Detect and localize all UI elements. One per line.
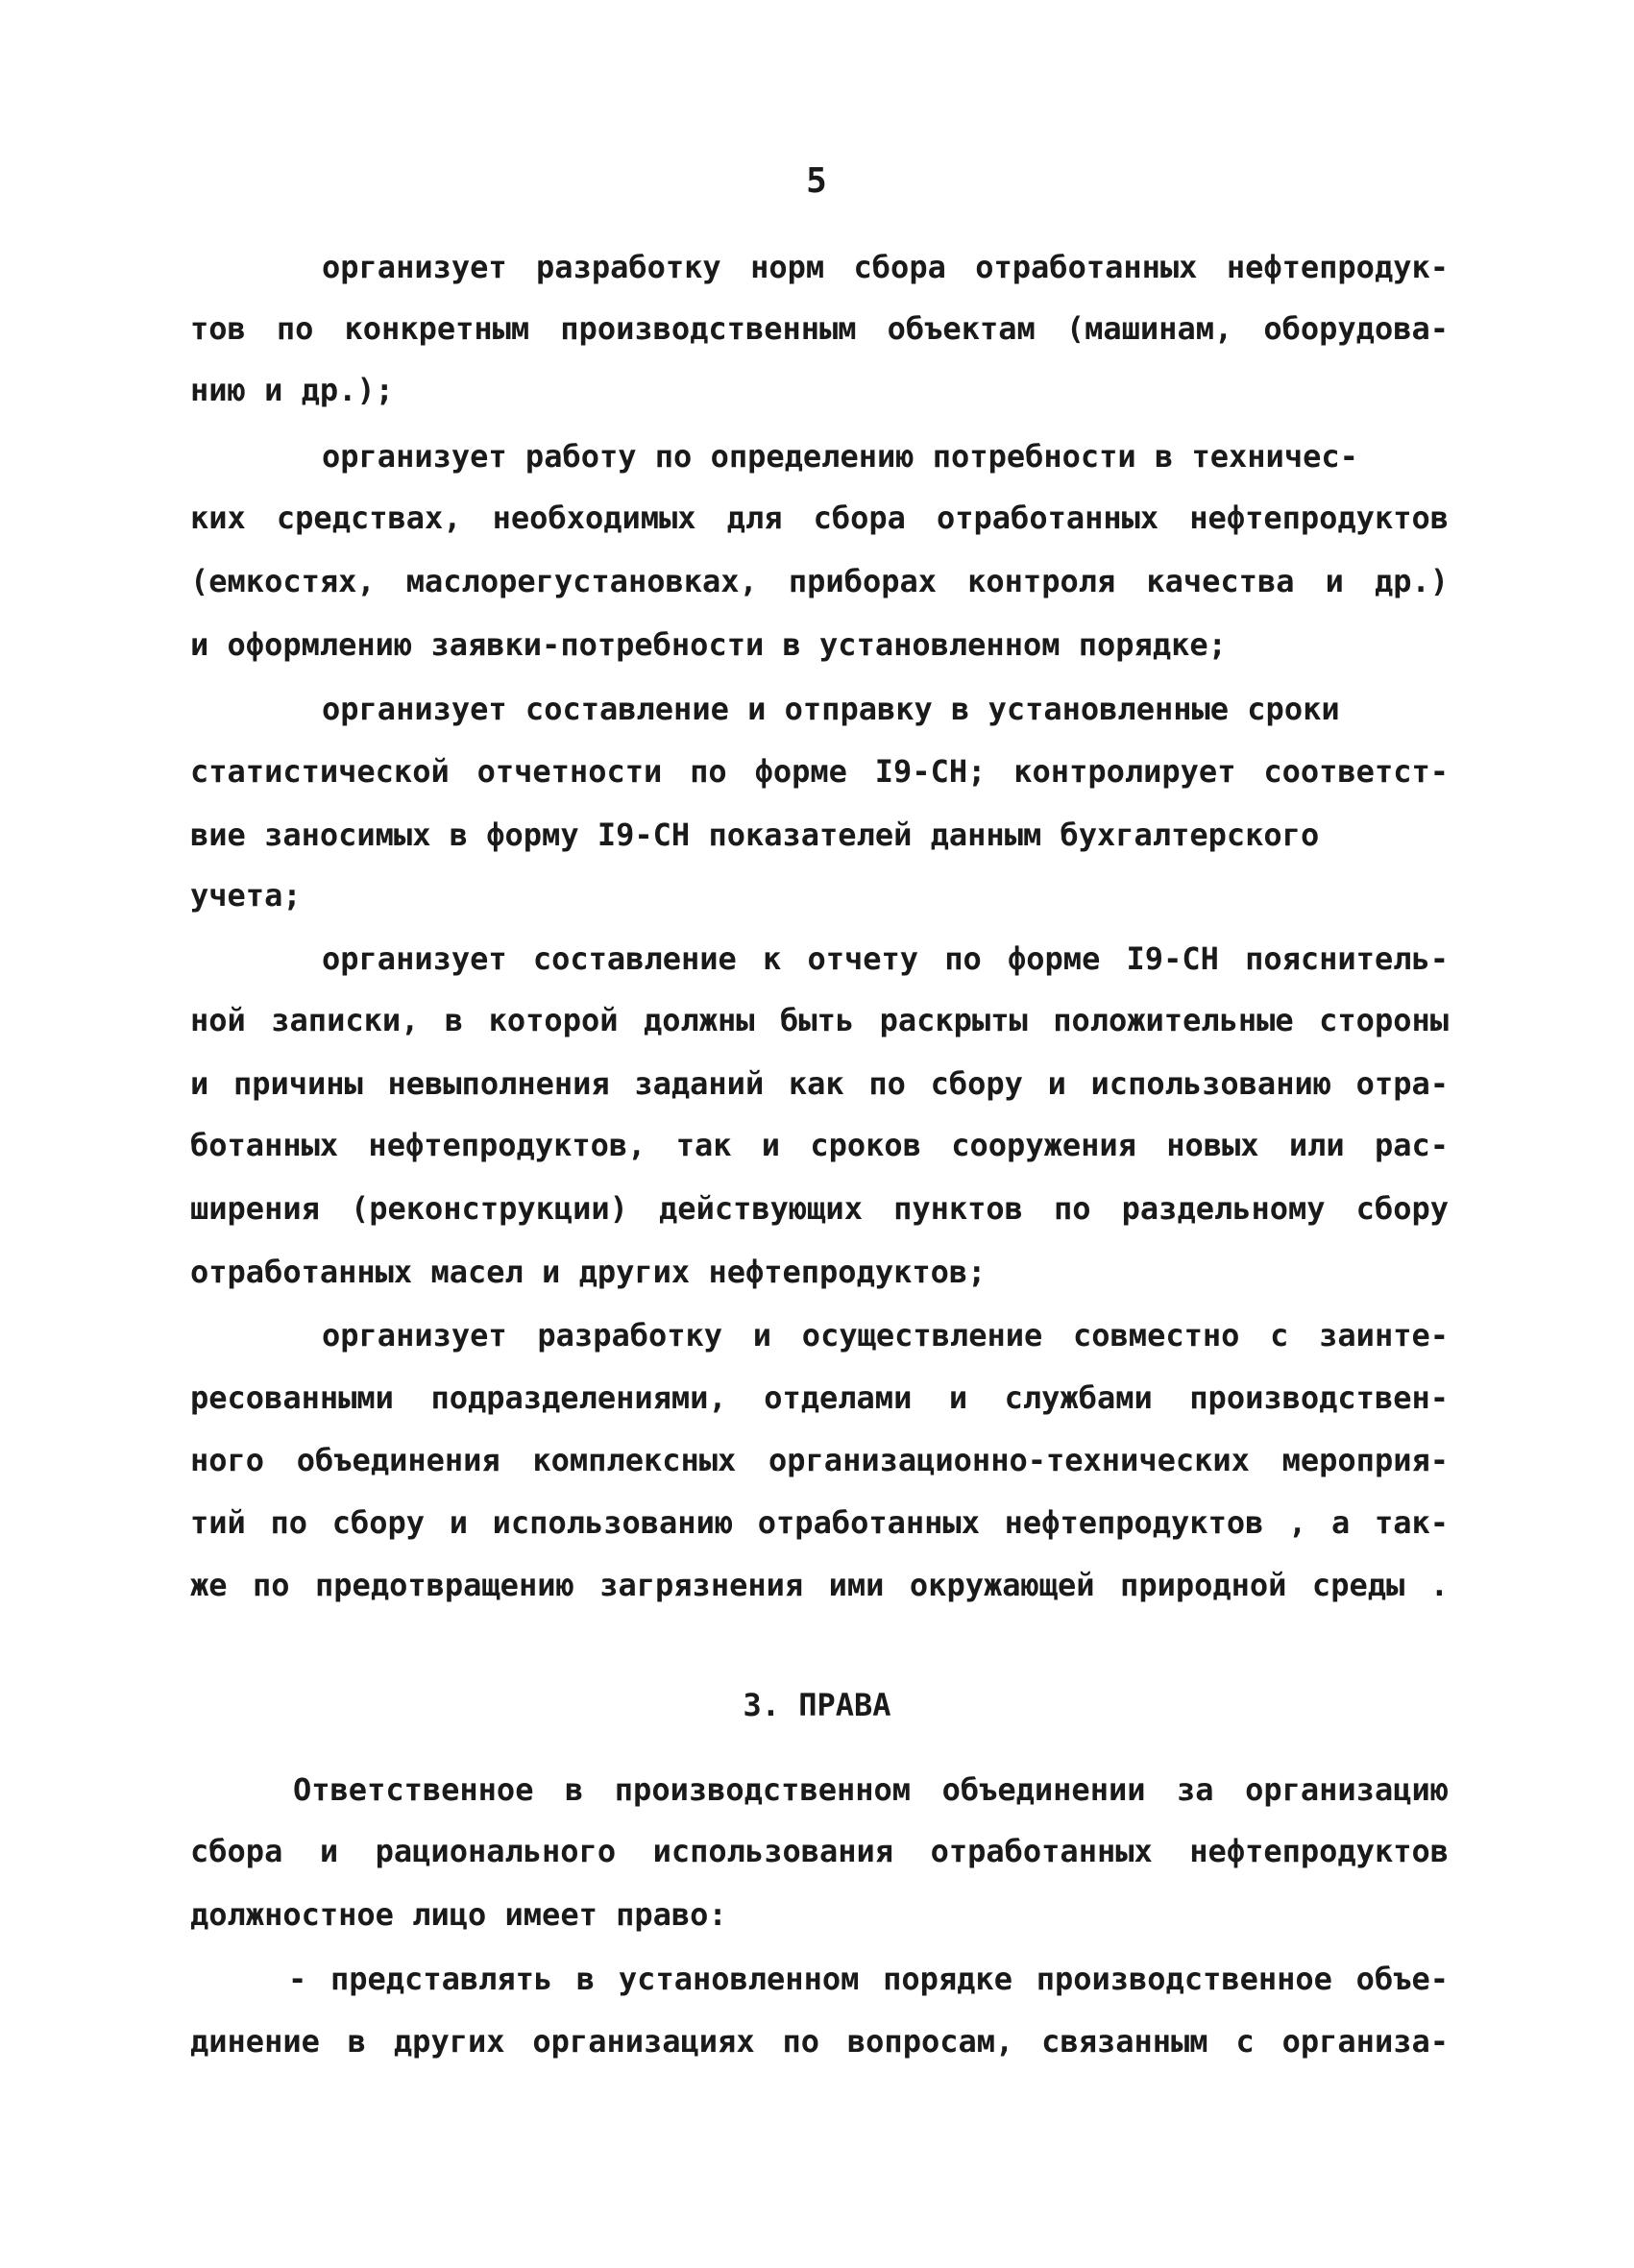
paragraph-line: (емкостях, маслорегустановках, приборах контроля качества и др.)	[190, 563, 1449, 599]
paragraph-line: нию и др.);	[190, 372, 394, 408]
paragraph-line: сбора и рационального использования отработанных нефтепродуктов	[190, 1833, 1449, 1869]
paragraph-line: организует составление к отчету по форме I9-СН пояснитель-	[322, 940, 1449, 977]
paragraph-line: ботанных нефтепродуктов, так и сроков сооружения новых или рас-	[190, 1127, 1449, 1163]
paragraph-line: ресованными подразделениями, отделами и службами производствен-	[190, 1379, 1449, 1416]
paragraph-line: отработанных масел и других нефтепродуктов;	[190, 1254, 987, 1290]
paragraph-line: организует разработку и осуществление совместно с заинте-	[322, 1317, 1449, 1353]
paragraph-line: учета;	[190, 877, 302, 914]
paragraph-line: - представлять в установленном порядке производственное объе-	[288, 1961, 1449, 1997]
paragraph-line: и причины невыполнения заданий как по сбору и использованию отра-	[190, 1065, 1449, 1102]
paragraph-line: ной записки, в которой должны быть раскрыты положительные стороны	[190, 1002, 1449, 1038]
paragraph-line: должностное лицо имеет право:	[190, 1896, 727, 1933]
paragraph-line: ких средствах, необходимых для сбора отработанных нефтепродуктов	[190, 500, 1449, 536]
paragraph-line: ширения (реконструкции) действующих пунктов по раздельному сбору	[190, 1190, 1449, 1227]
section-heading: 3. ПРАВА	[743, 1687, 891, 1723]
paragraph-line: статистической отчетности по форме I9-СН; контролирует соответст-	[190, 753, 1449, 790]
paragraph-line: и оформлению заявки-потребности в установленном порядке;	[190, 626, 1227, 663]
paragraph-line: организует работу по определению потребности в техничес-	[322, 438, 1358, 475]
page-number: 5	[806, 161, 828, 201]
paragraph-line: тий по сбору и использованию отработанных нефтепродуктов , а так-	[190, 1504, 1449, 1541]
paragraph-line: же по предотвращению загрязнения ими окружающей природной среды .	[190, 1567, 1449, 1603]
paragraph-line: тов по конкретным производственным объектам (машинам, оборудова-	[190, 310, 1449, 347]
paragraph-line: ного объединения комплексных организационно-технических мероприя-	[190, 1442, 1449, 1478]
paragraph-line: динение в других организациях по вопросам, связанным с организа-	[190, 2023, 1449, 2060]
paragraph-line: организует составление и отправку в установленные сроки	[322, 691, 1340, 727]
paragraph-line: Ответственное в производственном объединении за организацию	[293, 1771, 1449, 1808]
paragraph-line: организует разработку норм сбора отработанных нефтепродук-	[322, 249, 1449, 285]
paragraph-line: вие заносимых в форму I9-СН показателей данным бухгалтерского	[190, 817, 1320, 853]
